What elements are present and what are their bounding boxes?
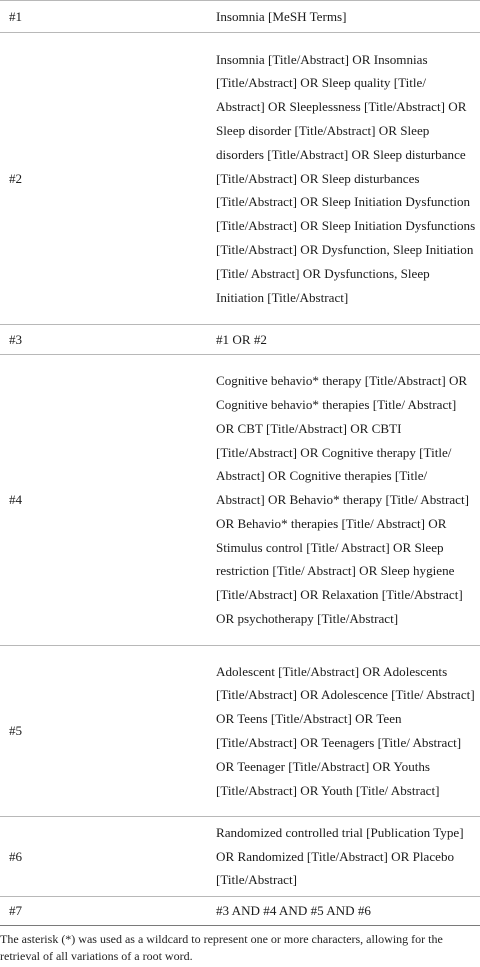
search-query: Insomnia [Title/Abstract] OR Insomnias [Title/Abstract] OR Sleep quality [Title/ Abstract] OR Sleeplessness [Title/Abstract] OR Sleep disorder [Title/Abstract] OR Sleep disorders [Title/Abstract] OR Sleep disturbance [Title/Abstract] OR Sleep disturbances [Title/Abstract] OR Sleep Initiation Dysfunction [Title/Abstract] OR Sleep Initiation Dysfunctions [Title/Abstract] OR Dysfunction, Sleep Initiation [Title/ Abstract] OR Dysfunctions, Sleep Initiation [Title/Abstract] (216, 51, 476, 305)
search-number: #7 (9, 903, 23, 919)
search-query: Randomized controlled trial [Publication Type] OR Randomized [Title/Abstract] OR Placebo [Title/Abstract] (216, 824, 464, 888)
search-query: Cognitive behavio* therapy [Title/Abstract] OR Cognitive behavio* therapies [Title/ Abstract] OR CBT [Title/Abstract] OR CBTI [Title/Abstract] OR Cognitive therapy [Title/ Abstract] OR Cognitive therapies [Title/ Abstract] OR Behavio* therapy [Title/ Abstract] OR Behavio* therapies [Title/ Abstract] OR Stimulus control [Title/ Abstract] OR Sleep restriction [Title/ Abstract] OR Sleep hygiene [Title/Abstract] OR Relaxation [Title/Abstract] OR psychotherapy [Title/Abstract] (216, 373, 469, 627)
table-row (0, 33, 480, 325)
search-query: #3 AND #4 AND #5 AND #6 (216, 903, 371, 919)
search-number: #4 (9, 492, 23, 508)
table-row (0, 355, 480, 646)
search-query: Insomnia [MeSH Terms] (216, 8, 347, 24)
table-row (0, 325, 480, 355)
search-number: #1 (9, 8, 23, 24)
search-number: #5 (9, 723, 23, 739)
table-footnote: The asterisk (*) was used as a wildcard to represent one or more characters, allowing for the retrieval of all variations of a root word. (0, 932, 443, 963)
search-query: #1 OR #2 (216, 331, 267, 347)
search-query: Adolescent [Title/Abstract] OR Adolescents [Title/Abstract] OR Adolescence [Title/ Abstract] OR Teens [Title/Abstract] OR Teen [Title/Abstract] OR Teenagers [Title/ Abstract] OR Teenager [Title/Abstract] OR Youths [Title/Abstract] OR Youth [Title/ Abstract] (216, 663, 475, 798)
search-number: #2 (9, 170, 23, 186)
table-row (0, 817, 480, 897)
table-row (0, 897, 480, 926)
table-row (0, 646, 480, 817)
search-number: #6 (9, 848, 23, 864)
table-row (0, 1, 480, 33)
search-number: #3 (9, 331, 23, 347)
